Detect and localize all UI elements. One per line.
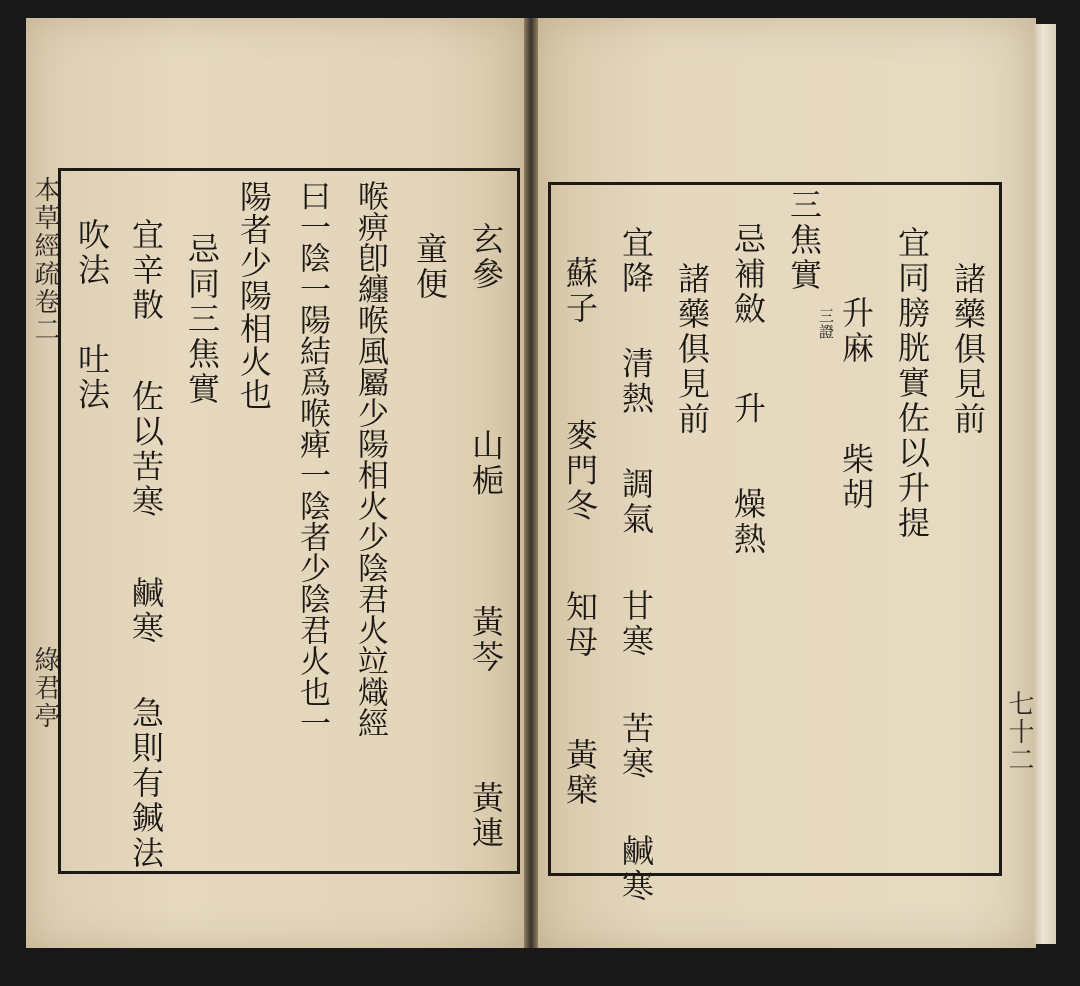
right-col-7-part-4: 甘寒 [617, 589, 655, 660]
left-col-2 [412, 232, 448, 302]
right-col-2-text: 宜同膀胱實佐以升提 [893, 226, 931, 541]
right-col-7-part-5: 苦寒 [617, 711, 655, 782]
right-col-8-part-2: 麥門冬 [561, 418, 599, 524]
right-col-5 [730, 222, 766, 557]
left-col-5-text: 陽者少陽相火也 [235, 180, 273, 411]
right-col-2 [894, 226, 930, 541]
left-col-3-text: 喉痹卽纏喉風屬少陽相火少陰君火竝熾經 [352, 180, 388, 738]
left-col-7-part-4: 急則有鍼法 [127, 696, 165, 872]
publisher-margin: 綠君亭 [30, 646, 60, 730]
right-col-7-part-1: 宜降 [617, 226, 655, 296]
right-col-7-part-6: 鹹寒 [617, 833, 655, 904]
right-col-8 [562, 256, 598, 808]
right-col-6-text: 諸藥俱見前 [673, 262, 711, 437]
left-col-1-part-4: 黃連 [467, 781, 505, 852]
right-col-4 [786, 188, 822, 293]
left-col-8 [74, 218, 110, 412]
right-col-7 [618, 226, 654, 904]
left-col-2-part-1: 童便 [411, 232, 449, 302]
right-col-1-text: 諸藥俱見前 [949, 262, 987, 437]
left-col-4 [294, 180, 330, 738]
right-col-6 [674, 262, 710, 437]
right-col-3-part-2: 柴胡 [837, 442, 875, 513]
left-col-3 [352, 180, 388, 738]
left-col-7 [128, 218, 164, 871]
right-col-7-part-3: 調氣 [617, 466, 655, 537]
right-col-5-part-3: 燥熱 [729, 486, 767, 557]
right-col-4-main: 三焦實 [785, 188, 823, 293]
book-title-margin: 本草經疏卷二 [30, 176, 60, 344]
right-col-8-part-4: 黃檗 [561, 738, 599, 809]
left-col-6 [184, 232, 220, 407]
right-col-1 [950, 262, 986, 437]
left-col-6-text: 忌同三焦實 [183, 232, 221, 407]
left-col-4-text: 曰一陰一陽結爲喉痺一陰者少陰君火也一 [294, 180, 330, 738]
page-number: 七十二 [1004, 690, 1034, 774]
right-col-8-part-3: 知母 [561, 589, 599, 660]
left-col-7-part-1: 宜辛散 [127, 218, 165, 323]
left-col-1 [468, 222, 504, 851]
left-col-1-part-3: 黃芩 [467, 604, 505, 675]
right-col-5-part-2: 升 [729, 391, 767, 427]
left-col-1-part-2: 山梔 [467, 428, 505, 499]
left-col-7-part-3: 鹹寒 [127, 575, 165, 646]
book-gutter [524, 18, 538, 948]
left-col-1-part-1: 玄參 [467, 222, 505, 292]
right-col-4-note: 三證 [817, 308, 835, 340]
left-col-5 [236, 180, 272, 411]
right-col-3-part-1: 升麻 [837, 296, 875, 366]
left-col-7-part-2: 佐以苦寒 [127, 379, 165, 520]
right-col-8-part-1: 蘇子 [561, 256, 599, 326]
left-col-8-part-2: 吐法 [73, 342, 111, 413]
left-col-8-part-1: 吹法 [73, 218, 111, 288]
right-col-5-part-1: 忌補斂 [729, 222, 767, 327]
right-col-7-part-2: 清熱 [617, 346, 655, 417]
page-edge [1034, 24, 1056, 944]
